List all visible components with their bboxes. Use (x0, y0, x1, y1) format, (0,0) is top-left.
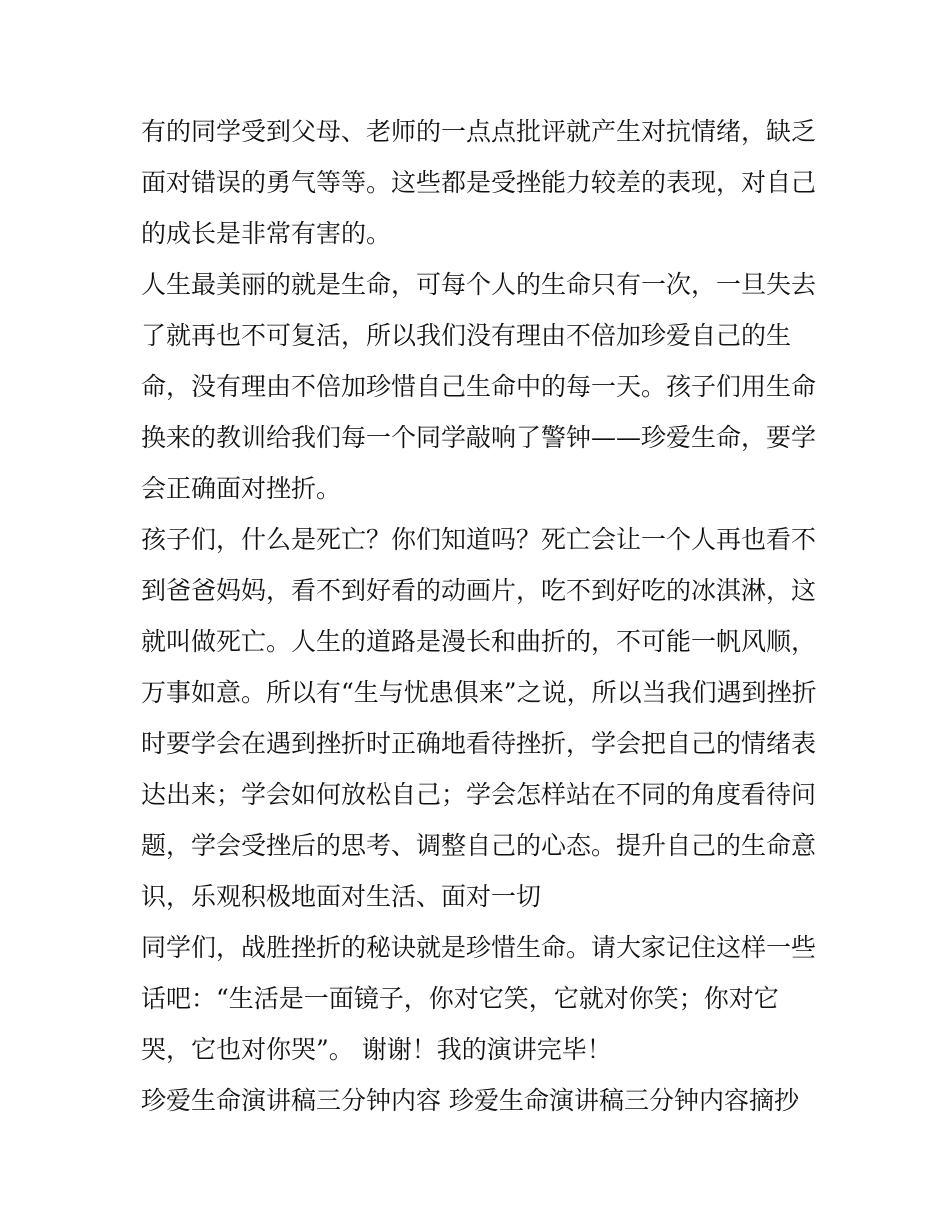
text-line: 孩子们，什么是死亡？你们知道吗？死亡会让一个人再也看不 (141, 525, 817, 554)
text-line: 换来的教训给我们每一个同学敲响了警钟——珍爱生命，要学 (141, 423, 817, 452)
text-line: 达出来；学会如何放松自己；学会怎样站在不同的角度看待问 (141, 780, 817, 809)
text-line: 面对错误的勇气等等。这些都是受挫能力较差的表现，对自己 (141, 168, 817, 197)
text-line: 的成长是非常有害的。 (141, 219, 392, 248)
text-line: 珍爱生命演讲稿三分钟内容 珍爱生命演讲稿三分钟内容摘抄 (141, 1086, 799, 1115)
document-body (141, 106, 821, 1126)
text-line: 人生最美丽的就是生命，可每个人的生命只有一次，一旦失去 (141, 270, 817, 299)
text-line: 哭，它也对你哭”。 谢谢！我的演讲完毕！ (141, 1035, 612, 1064)
text-line: 时要学会在遇到挫折时正确地看待挫折，学会把自己的情绪表 (141, 729, 817, 758)
text-line: 识，乐观积极地面对生活、面对一切 (141, 882, 542, 911)
text-line: 题，学会受挫后的思考、调整自己的心态。提升自己的生命意 (141, 831, 817, 860)
text-line: 会正确面对挫折。 (141, 474, 342, 503)
text-line: 有的同学受到父母、老师的一点点批评就产生对抗情绪，缺乏 (141, 117, 817, 146)
text-line: 就叫做死亡。人生的道路是漫长和曲折的，不可能一帆风顺， (141, 627, 817, 656)
text-line: 命，没有理由不倍加珍惜自己生命中的每一天。孩子们用生命 (141, 372, 817, 401)
text-line: 万事如意。所以有“生与忧患俱来”之说，所以当我们遇到挫折 (141, 678, 817, 707)
text-line: 话吧：“生活是一面镜子，你对它笑，它就对你笑；你对它 (141, 984, 779, 1013)
text-line: 了就再也不可复活，所以我们没有理由不倍加珍爱自己的生 (141, 321, 792, 350)
text-line: 同学们，战胜挫折的秘诀就是珍惜生命。请大家记住这样一些 (141, 933, 817, 962)
text-line: 到爸爸妈妈，看不到好看的动画片，吃不到好吃的冰淇淋，这 (141, 576, 817, 605)
